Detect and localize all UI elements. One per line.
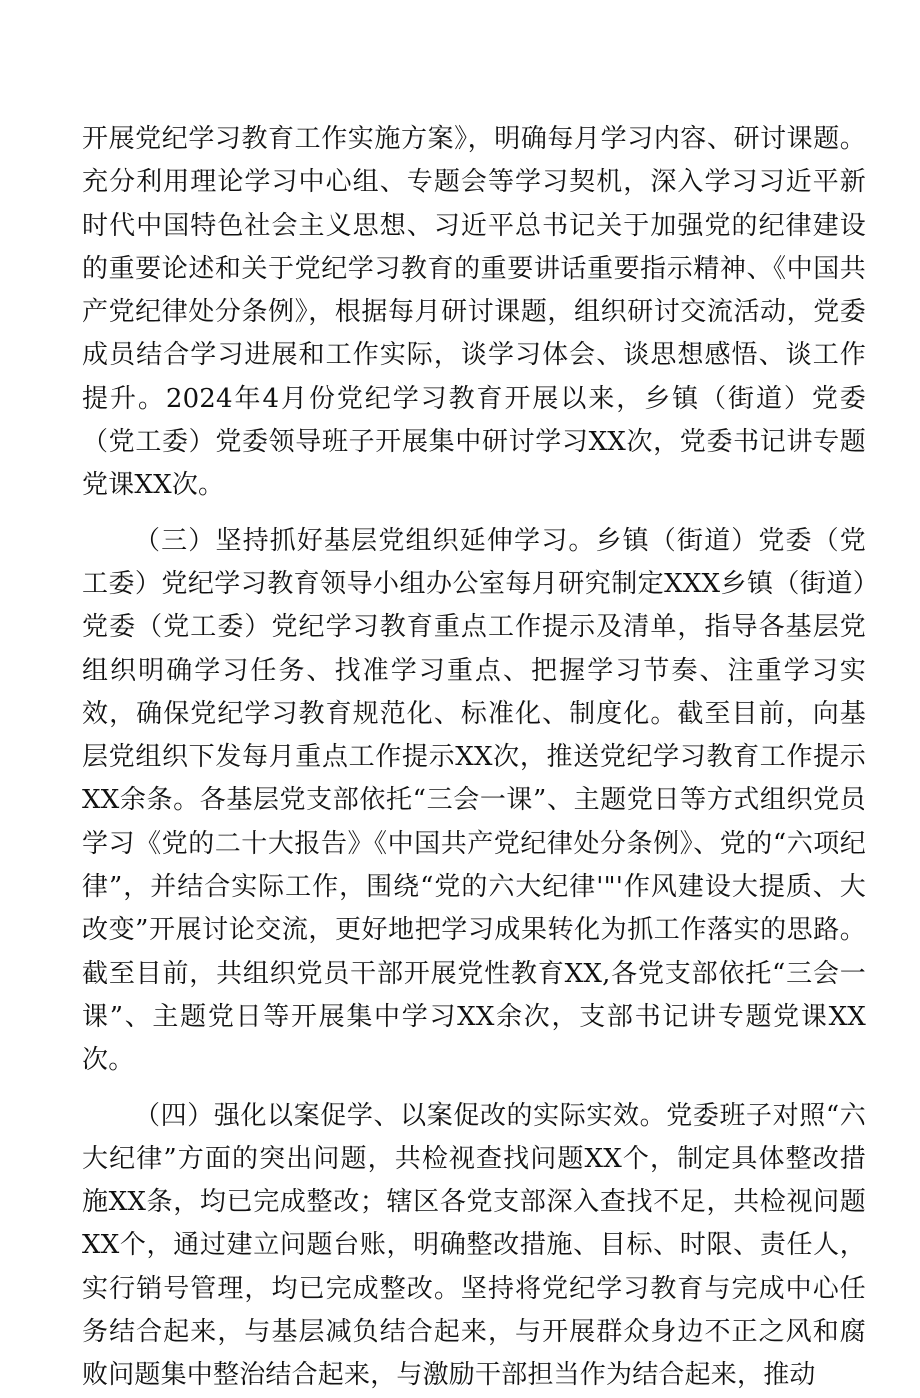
paragraph-section-3: （三）坚持抓好基层党组织延伸学习。乡镇（街道）党委（党工委）党纪学习教育领导小组办公室每月研究制定XXX乡镇（街道）党委（党工委）党纪学习教育重点工作提示及清单，指导各基层党组织明确学习任务、找准学习重点、把握学习节奏、注重学习实效，确保党纪学习教育规范化、标准化、制度化。截至目前，向基层党组织下发每月重点工作提示XX次，推送党纪学习教育工作提示XX余条。各基层党支部依托“三会一课”、主题党日等方式组织党员学习《党的二十大报告》《中国共产党纪律处分条例》、党的“六项纪律”，并结合实际工作，围绕“党的六大纪律'"'作风建设大提质、大改变”开展讨论交流，更好地把学习成果转化为抓工作落实的思路。截至目前，共组织党员干部开展党性教育XX,各党支部依托“三会一课”、主题党日等开展集中学习XX余次，支部书记讲专题党课XX次。 [82, 525, 866, 1076]
paragraph-continuation: 开展党纪学习教育工作实施方案》，明确每月学习内容、研讨课题。充分利用理论学习中心组、专题会等学习契机，深入学习习近平新时代中国特色社会主义思想、习近平总书记关于加强党的纪律建设的重要论述和关于党纪学习教育的重要讲话重要指示精神、《中国共产党纪律处分条例》，根据每月研讨课题，组织研讨交流活动，党委成员结合学习进展和工作实际，谈学习体会、谈思想感悟、谈工作提升。2024年4月份党纪学习教育开展以来，乡镇（街道）党委（党工委）党委领导班子开展集中研讨学习XX次，党委书记讲专题党课XX次。 [82, 124, 866, 501]
paragraph-section-4: （四）强化以案促学、以案促改的实际实效。党委班子对照“六大纪律”方面的突出问题，共检视查找问题XX个，制定具体整改措施XX条，均已完成整改；辖区各党支部深入查找不足，共检视问题XX个，通过建立问题台账，明确整改措施、目标、时限、责任人，实行销号管理，均已完成整改。坚持将党纪学习教育与完成中心任务结合起来，与基层减负结合起来，与开展群众身边不正之风和腐败问题集中整治结合起来，与激励干部担当作为结合起来，推动 [82, 1100, 866, 1391]
document-body [82, 118, 866, 1398]
